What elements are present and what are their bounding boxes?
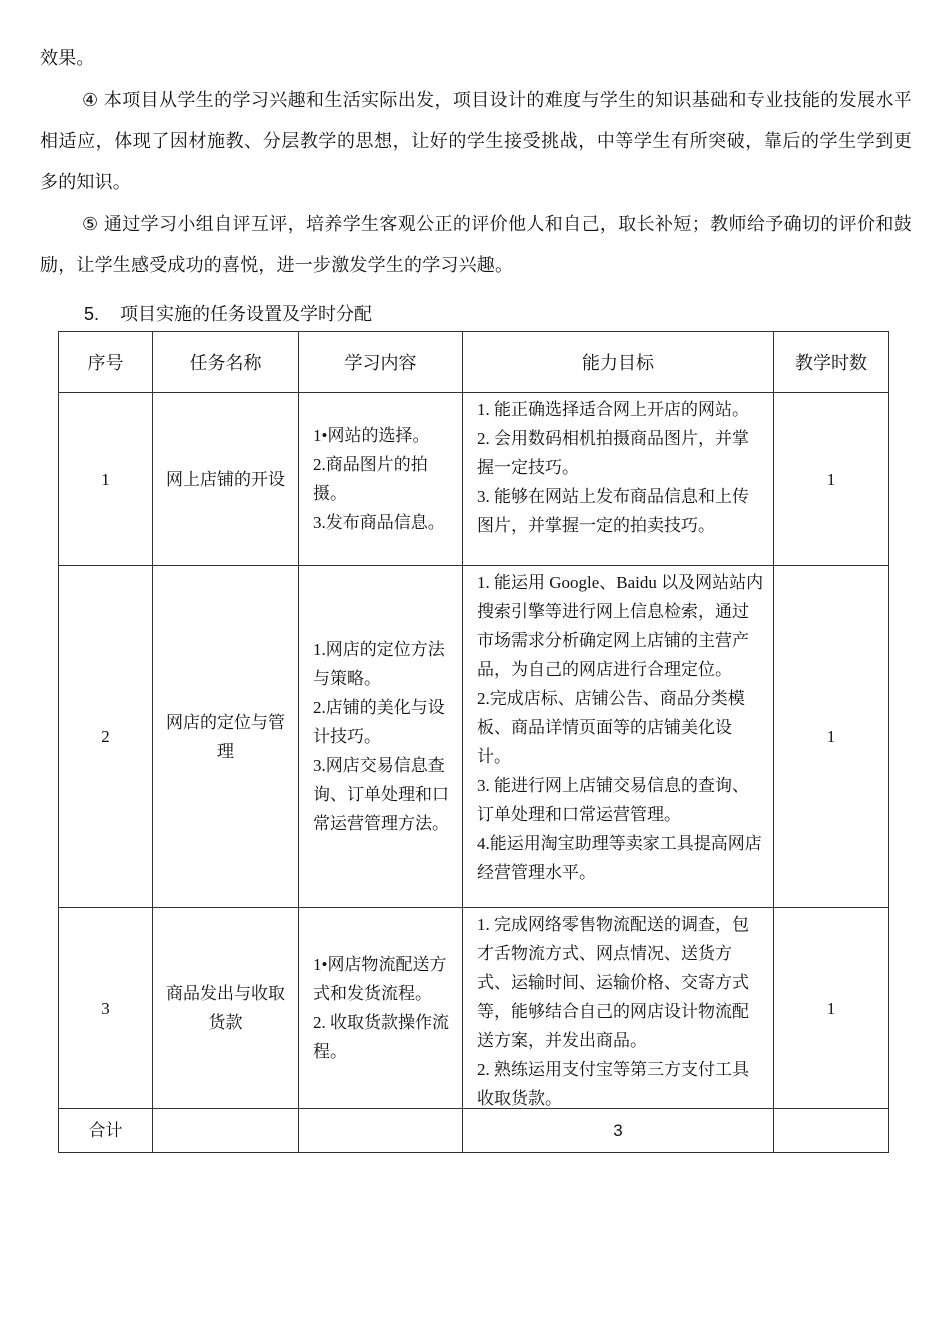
header-task-name: 任务名称 [153, 332, 299, 393]
content-line: 2.商品图片的拍摄。 [313, 455, 428, 503]
teaching-hours: 1 [774, 908, 889, 1109]
table-row [59, 566, 889, 908]
goal-line: 2. 熟练运用支付宝等第三方支付工具收取货款。 [477, 1060, 749, 1108]
total-empty-cell [299, 1109, 463, 1153]
goal-line: 2.完成店标、店铺公告、商品分类模板、商品详情页面等的店铺美化设计。 [477, 689, 745, 766]
table-header-row [59, 332, 889, 393]
ability-goal [463, 566, 774, 908]
section-number: 5. [84, 304, 100, 324]
paragraph-continuation: 效果。 [40, 48, 95, 68]
learning-content [299, 393, 463, 566]
content-line: 1•网站的选择。 [313, 426, 430, 445]
goal-line: 3. 能进行网上店铺交易信息的查询、订单处理和口常运营管理。 [477, 776, 749, 824]
task-allocation-table [58, 331, 889, 1153]
goal-line: 1. 完成网络零售物流配送的调查，包才舌物流方式、网点情况、送货方式、运输时间、运输价格、交寄方式等，能够结合自己的网店设计物流配送方案，并发出商品。 [477, 915, 749, 1050]
row-number: 3 [59, 908, 153, 1109]
content-line: 3.发布商品信息。 [313, 513, 445, 532]
goal-line: 3. 能够在网站上发布商品信息和上传图片，并掌握一定的拍卖技巧。 [477, 487, 749, 535]
paragraph-item-4: ④ 本项目从学生的学习兴趣和生活实际出发，项目设计的难度与学生的知识基础和专业技能的发展水平相适应，体现了因材施教、分层教学的思想，让好的学生接受挑战，中等学生有所突破，靠后的学生学到更多的知识。 [40, 90, 912, 192]
goal-line: 4.能运用淘宝助理等卖家工具提高网店经营管理水平。 [477, 834, 762, 882]
header-goal: 能力目标 [463, 332, 774, 393]
row-number: 1 [59, 393, 153, 566]
section-heading [84, 296, 372, 332]
task-name: 网店的定位与管理 [153, 566, 299, 908]
table-total-row [59, 1109, 889, 1153]
content-line: 3.网店交易信息查询、订单处理和口常运营管理方法。 [313, 756, 449, 833]
total-label: 合计 [59, 1109, 153, 1153]
content-line: 1.网店的定位方法与策略。 [313, 640, 445, 688]
table-row [59, 393, 889, 566]
header-content: 学习内容 [299, 332, 463, 393]
goal-line: 2. 会用数码相机拍摄商品图片，并掌握一定技巧。 [477, 429, 749, 477]
content-line: 2. 收取货款操作流程。 [313, 1013, 449, 1061]
task-name: 网上店铺的开设 [153, 393, 299, 566]
section-title: 项目实施的任务设置及学时分配 [120, 304, 372, 324]
learning-content [299, 908, 463, 1109]
content-line: 1•网店物流配送方式和发货流程。 [313, 955, 447, 1003]
teaching-hours: 1 [774, 566, 889, 908]
content-line: 2.店铺的美化与设计技巧。 [313, 698, 445, 746]
learning-content [299, 566, 463, 908]
header-hours: 教学时数 [774, 332, 889, 393]
total-empty-cell [153, 1109, 299, 1153]
total-value: 3 [463, 1109, 774, 1153]
table-row [59, 908, 889, 1109]
row-number: 2 [59, 566, 153, 908]
paragraph-item-5: ⑤ 通过学习小组自评互评，培养学生客观公正的评价他人和自己，取长补短；教师给予确切的评价和鼓励，让学生感受成功的喜悦，进一步激发学生的学习兴趣。 [40, 214, 912, 275]
header-no: 序号 [59, 332, 153, 393]
goal-line: 1. 能运用 Google、Baidu 以及网站站内搜索引擎等进行网上信息检索，通过市场需求分析确定网上店铺的主营产品，为自己的网店进行合理定位。 [477, 573, 764, 679]
task-name: 商品发出与收取货款 [153, 908, 299, 1109]
teaching-hours: 1 [774, 393, 889, 566]
ability-goal [463, 908, 774, 1109]
ability-goal [463, 393, 774, 566]
total-empty-cell [774, 1109, 889, 1153]
goal-line: 1. 能正确选择适合网上开店的网站。 [477, 400, 749, 419]
